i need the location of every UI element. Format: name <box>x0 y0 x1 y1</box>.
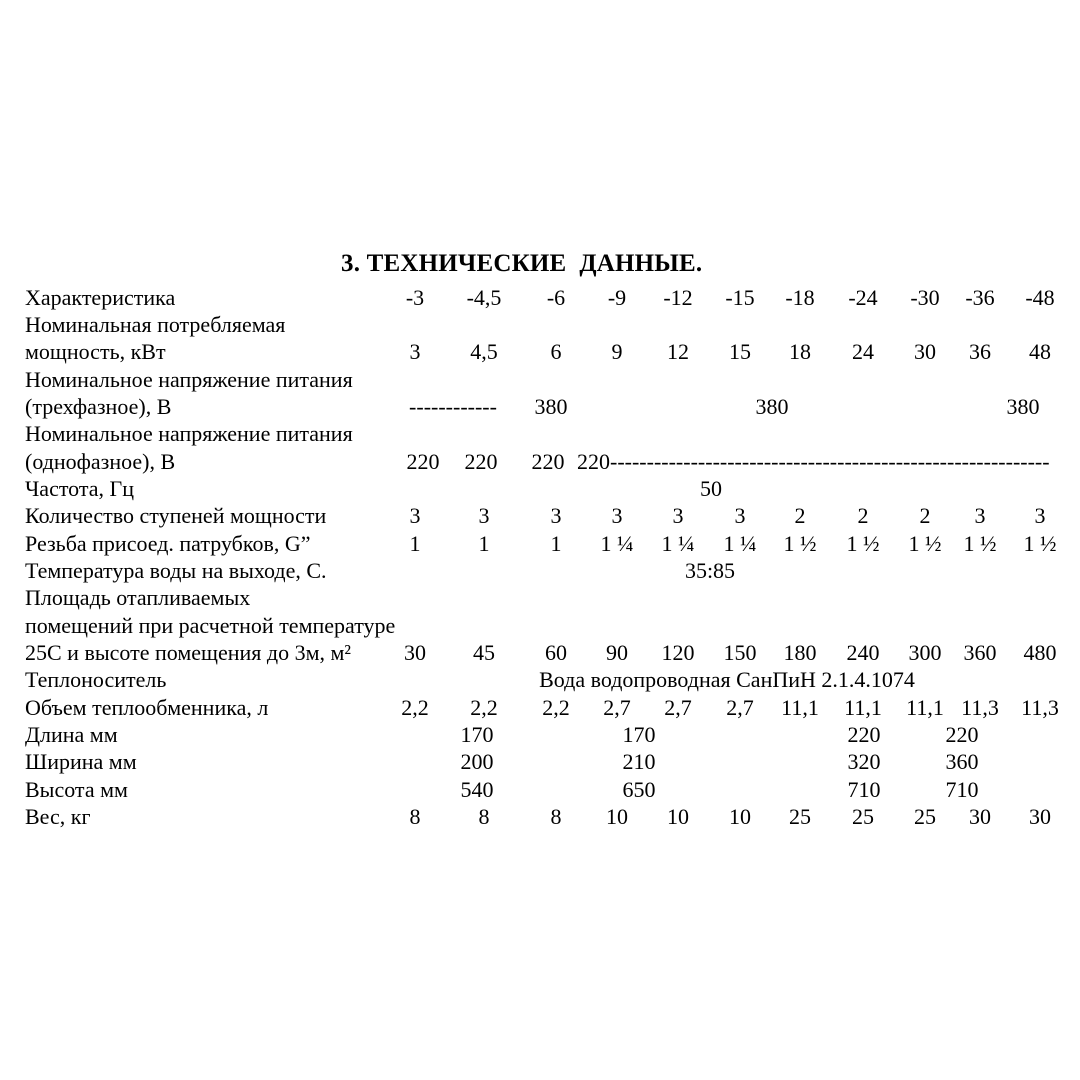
cell-value: 480 <box>1023 640 1057 666</box>
cell-value: -48 <box>1025 284 1055 310</box>
cell-value: 45 <box>473 640 495 666</box>
row-label: Площадь отапливаемых <box>25 585 251 611</box>
row-label: Теплоноситель <box>25 667 167 693</box>
cell-value: 380 <box>755 393 789 419</box>
table-line-width <box>0 748 1080 775</box>
row-label: (однофазное), В <box>25 448 176 474</box>
cell-value: 1 ¼ <box>600 530 634 556</box>
cell-value: 150 <box>723 640 757 666</box>
table-line-header <box>0 284 1080 311</box>
cell-value: 6 <box>550 339 562 365</box>
row-label: Номинальная потребляемая <box>25 311 286 337</box>
cell-value: 380 <box>534 393 568 419</box>
cell-value: 11,1 <box>906 694 944 720</box>
cell-value: 2,7 <box>664 694 692 720</box>
cell-value: 2,2 <box>401 694 429 720</box>
cell-value: 3 <box>550 503 562 529</box>
row-label: Частота, Гц <box>25 475 135 501</box>
cell-value: 380 <box>1006 393 1040 419</box>
cell-value: 2 <box>857 503 869 529</box>
cell-value: 35:85 <box>684 558 736 583</box>
cell-value: 11,1 <box>844 694 882 720</box>
cell-value: 180 <box>783 640 817 666</box>
cell-value: -24 <box>848 284 878 310</box>
cell-value: 25 <box>852 804 874 830</box>
cell-value: 240 <box>846 640 880 666</box>
cell-value: 10 <box>729 804 751 830</box>
cell-value: -9 <box>607 284 627 310</box>
cell-value: 24 <box>852 339 874 365</box>
cell-value: Вода водопроводная СанПиН 2.1.4.1074 <box>539 667 915 693</box>
cell-value: 1 ½ <box>783 530 817 556</box>
row-label: Резьба присоед. патрубков, G” <box>25 530 311 556</box>
row-label: (трехфазное), В <box>25 393 172 419</box>
cell-value: 36 <box>969 339 991 365</box>
cell-value: 3 <box>672 503 684 529</box>
cell-value: 360 <box>963 640 997 666</box>
cell-value: 2 <box>794 503 806 529</box>
table-line-voltage1-label <box>0 420 1080 447</box>
cell-value: 8 <box>478 804 490 830</box>
cell-value: 15 <box>729 339 751 365</box>
table-line-area-label1 <box>0 584 1080 611</box>
cell-value: 25 <box>789 804 811 830</box>
row-label: Высота мм <box>25 776 128 802</box>
cell-value: 18 <box>789 339 811 365</box>
cell-value: 3 <box>974 503 986 529</box>
cell-value: 210 <box>622 749 656 775</box>
cell-value: 220 <box>847 722 881 748</box>
table-line-stages <box>0 502 1080 529</box>
table-line-volume <box>0 694 1080 721</box>
table-line-height <box>0 776 1080 803</box>
cell-value: 220 <box>945 722 979 748</box>
cell-value: 2 <box>919 503 931 529</box>
cell-value: 120 <box>661 640 695 666</box>
cell-value: 710 <box>945 776 979 802</box>
cell-value: 11,1 <box>781 694 819 720</box>
row-label: помещений при расчетной температуре <box>25 612 396 638</box>
cell-value: 10 <box>606 804 628 830</box>
cell-value: 48 <box>1029 339 1051 365</box>
row-label: Объем теплообменника, л <box>25 694 269 720</box>
cell-value: 1 ¼ <box>723 530 757 556</box>
cell-value: 3 <box>478 503 490 529</box>
cell-value: 2,7 <box>603 694 631 720</box>
cell-value: 1 ½ <box>963 530 997 556</box>
cell-value: 200 <box>460 749 494 775</box>
cell-value: 1 <box>478 530 490 556</box>
table-line-thread <box>0 530 1080 557</box>
cell-value: 650 <box>622 776 656 802</box>
cell-value: 1 ¼ <box>661 530 695 556</box>
cell-value: 3 <box>1034 503 1046 529</box>
cell-value: 220 <box>464 448 498 474</box>
cell-value: 2,7 <box>726 694 754 720</box>
cell-value: 1 ½ <box>846 530 880 556</box>
table-line-power <box>0 338 1080 365</box>
row-label: Длина мм <box>25 722 118 748</box>
cell-value: 220 <box>406 448 440 474</box>
cell-value: 60 <box>545 640 567 666</box>
cell-value: 360 <box>945 749 979 775</box>
cell-value: 1 ½ <box>1023 530 1057 556</box>
cell-value: 50 <box>700 475 722 501</box>
cell-value: 300 <box>908 640 942 666</box>
cell-value: 11,3 <box>961 694 999 720</box>
cell-value: 30 <box>1029 804 1051 830</box>
row-label: Номинальное напряжение питания <box>25 421 353 447</box>
row-label: 25С и высоте помещения до 3м, м² <box>25 640 352 666</box>
cell-value: 2,2 <box>470 694 498 720</box>
table-line-voltage3 <box>0 393 1080 420</box>
cell-value: -6 <box>546 284 566 310</box>
row-label: Температура воды на выходе, С. <box>25 558 327 583</box>
cell-value: 220------------------------------------------------------------ <box>577 448 1050 474</box>
row-label: Вес, кг <box>25 804 91 830</box>
table-line-power-label <box>0 311 1080 338</box>
cell-value: 170 <box>622 722 656 748</box>
cell-value: 9 <box>611 339 623 365</box>
row-label: Количество ступеней мощности <box>25 503 327 529</box>
cell-value: 320 <box>847 749 881 775</box>
cell-value: 30 <box>914 339 936 365</box>
cell-value: 170 <box>460 722 494 748</box>
table-line-area-label2 <box>0 612 1080 639</box>
table-line-weight <box>0 803 1080 830</box>
cell-value: 3 <box>409 503 421 529</box>
cell-value: 3 <box>611 503 623 529</box>
cell-value: 12 <box>667 339 689 365</box>
cell-value: 90 <box>606 640 628 666</box>
cell-value: 8 <box>550 804 562 830</box>
cell-value: 1 <box>409 530 421 556</box>
cell-value: -4,5 <box>466 284 502 310</box>
cell-value: 3 <box>734 503 746 529</box>
section-title: 3. ТЕХНИЧЕСКИЕ ДАННЫЕ. <box>341 250 703 277</box>
table-line-frequency <box>0 475 1080 502</box>
cell-value: -15 <box>725 284 755 310</box>
cell-value: 8 <box>409 804 421 830</box>
cell-value: 1 <box>550 530 562 556</box>
row-label: мощность, кВт <box>25 339 166 365</box>
cell-value: 710 <box>847 776 881 802</box>
row-label: Номинальное напряжение питания <box>25 366 353 392</box>
cell-value: 11,3 <box>1021 694 1059 720</box>
cell-value: 540 <box>460 776 494 802</box>
cell-value: 3 <box>409 339 421 365</box>
cell-value: 25 <box>914 804 936 830</box>
table-line-length <box>0 721 1080 748</box>
cell-value: 220 <box>531 448 565 474</box>
cell-value: -30 <box>910 284 940 310</box>
cell-value: -36 <box>965 284 995 310</box>
table-line-temp <box>0 557 1080 584</box>
cell-value: 4,5 <box>470 339 498 365</box>
cell-value: 30 <box>404 640 426 666</box>
row-label: Ширина мм <box>25 749 137 775</box>
table-line-coolant <box>0 666 1080 693</box>
cell-value: 2,2 <box>542 694 570 720</box>
table-line-voltage3-label <box>0 366 1080 393</box>
cell-value: -12 <box>663 284 693 310</box>
cell-value: -3 <box>405 284 425 310</box>
cell-value: -18 <box>785 284 815 310</box>
row-label: Характеристика <box>25 284 176 310</box>
cell-value: 30 <box>969 804 991 830</box>
cell-value: 10 <box>667 804 689 830</box>
table-line-area <box>0 639 1080 666</box>
table-line-voltage1 <box>0 448 1080 475</box>
cell-value: ------------ <box>409 393 497 419</box>
cell-value: 1 ½ <box>908 530 942 556</box>
